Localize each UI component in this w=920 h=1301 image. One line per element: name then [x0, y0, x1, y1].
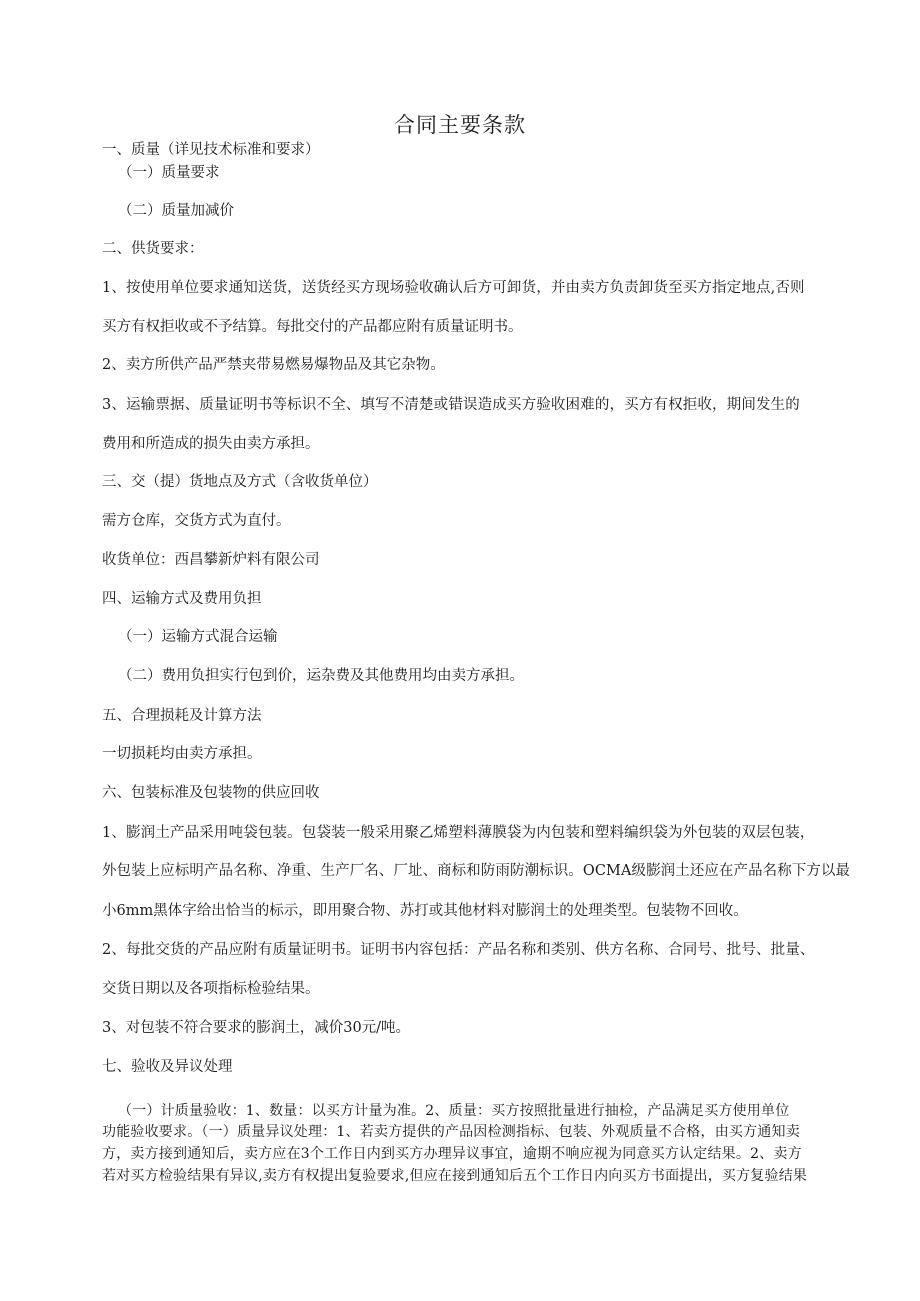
section-2-heading: 二、供货要求：	[102, 241, 204, 257]
section-6-para-2-line-1: 2、每批交货的产品应附有质量证明书。证明书内容包括：产品名称和类别、供方名称、合同号、批号、批量、	[102, 942, 815, 958]
section-2-para-1-line-1: 1、按使用单位要求通知送货，送货经买方现场验收确认后方可卸货，并由卖方负责卸货至买方指定地点,否则	[102, 280, 805, 296]
document-title: 合同主要条款	[394, 113, 526, 137]
section-1-item-1: （一）质量要求	[118, 165, 220, 181]
section-5-heading: 五、合理损耗及计算方法	[102, 708, 262, 724]
section-4-heading: 四、运输方式及费用负担	[102, 591, 262, 607]
section-1-item-2: （二）质量加减价	[118, 203, 234, 219]
section-6-para-2-line-2: 交货日期以及各项指标检验结果。	[102, 981, 320, 997]
section-6-para-1-line-3: 小6mm黑体字给出恰当的标示，即用聚合物、苏打或其他材料对膨润土的处理类型。包装物不回收。	[102, 903, 748, 919]
section-5-para: 一切损耗均由卖方承担。	[102, 746, 262, 762]
section-3-para-2: 收货单位：西昌攀新炉料有限公司	[102, 552, 320, 568]
section-3-para-1: 需方仓库，交货方式为直付。	[102, 513, 291, 529]
section-1-heading: 一、质量（详见技术标准和要求）	[102, 142, 320, 158]
section-3-heading: 三、交（提）货地点及方式（含收货单位）	[102, 474, 378, 490]
section-7-para-line-2: 功能验收要求。（一）质量异议处理：1、若卖方提供的产品因检测指标、包装、外观质量不合格，由买方通知卖	[102, 1124, 800, 1140]
section-6-para-1-line-2: 外包装上应标明产品名称、净重、生产厂名、厂址、商标和防雨防潮标识。OCMA级膨润土还应在产品名称下方以最	[102, 863, 851, 879]
section-2-para-3-line-1: 3、运输票据、质量证明书等标识不全、填写不清楚或错误造成买方验收困难的，买方有权拒收，期间发生的	[102, 397, 800, 413]
section-6-heading: 六、包装标准及包装物的供应回收	[102, 785, 320, 801]
section-4-item-1: （一）运输方式混合运输	[118, 629, 278, 645]
section-7-para-line-4: 若对买方检验结果有异议,卖方有权提出复验要求,但应在接到通知后五个工作日内向买方书面提出，买方复验结果	[102, 1168, 808, 1184]
section-2-para-1-line-2: 买方有权拒收或不予结算。每批交付的产品都应附有质量证明书。	[102, 319, 523, 335]
section-2-para-2: 2、卖方所供产品严禁夹带易燃易爆物品及其它杂物。	[102, 357, 445, 373]
section-4-item-2: （二）费用负担实行包到价，运杂费及其他费用均由卖方承担。	[118, 668, 524, 684]
section-7-para-line-1: （一）计质量验收：1、数量：以买方计量为准。2、质量：买方按照批量进行抽检，产品满足买方使用单位	[118, 1103, 790, 1119]
section-7-para-line-3: 方，卖方接到通知后，卖方应在3个工作日内到买方办理异议事宜，逾期不响应视为同意买方认定结果。2、卖方	[102, 1146, 802, 1162]
section-6-para-3: 3、对包装不符合要求的膨润土，减价30元/吨。	[102, 1020, 411, 1036]
section-6-para-1-line-1: 1、膨润土产品采用吨袋包装。包袋装一般采用聚乙烯塑料薄膜袋为内包装和塑料编织袋为外包装的双层包装，	[102, 825, 815, 841]
section-2-para-3-line-2: 费用和所造成的损失由卖方承担。	[102, 436, 320, 452]
section-7-heading: 七、验收及异议处理	[102, 1059, 233, 1075]
